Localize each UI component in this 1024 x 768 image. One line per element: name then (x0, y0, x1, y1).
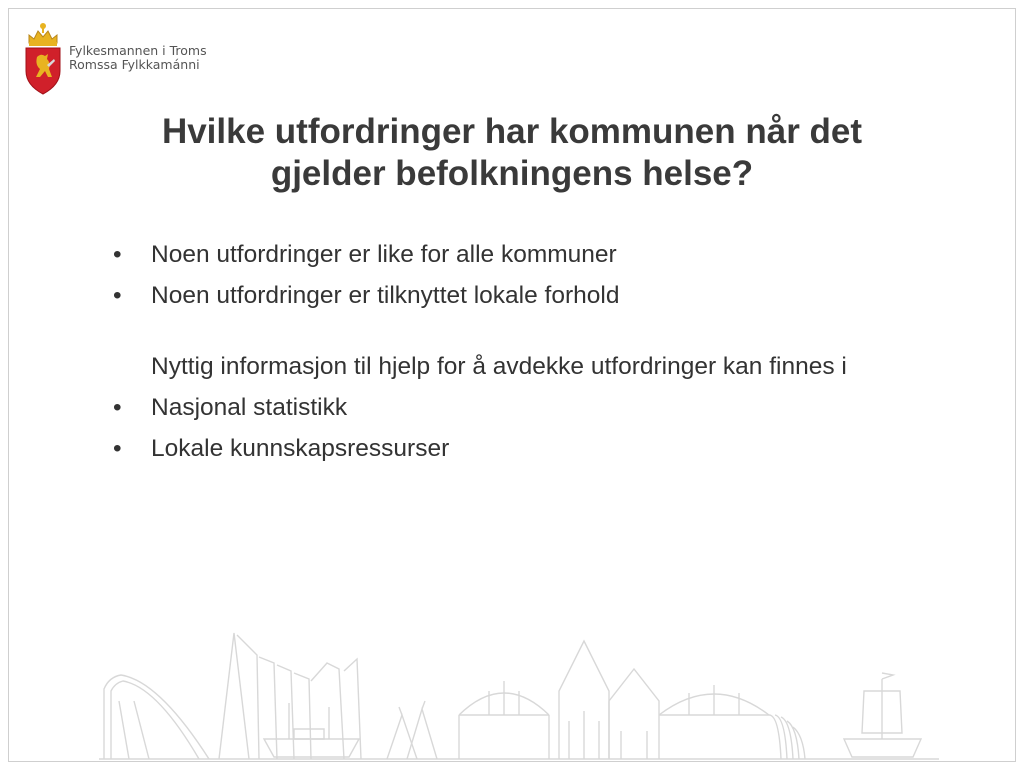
slide-title (9, 111, 1015, 195)
bullet-marker: • (113, 282, 122, 309)
bullet-text: Noen utfordringer er tilknyttet lokale forhold (151, 282, 620, 309)
bullet-marker: • (113, 435, 122, 462)
coat-of-arms-icon (23, 21, 63, 95)
body-paragraph: Nyttig informasjon til hjelp for å avdekke utfordringer kan finnes i (151, 353, 847, 380)
bullet-item (109, 239, 889, 270)
bullet-item (109, 433, 889, 464)
bullet-item (109, 280, 889, 311)
bullet-marker: • (113, 394, 122, 421)
bullet-text: Lokale kunnskapsressurser (151, 435, 450, 462)
bullet-text: Nasjonal statistikk (151, 394, 348, 421)
bullet-item (109, 392, 889, 423)
organization-name-norwegian: Fylkesmannen i Troms (69, 43, 207, 58)
city-skyline-illustration (9, 611, 1015, 761)
slide (8, 8, 1016, 762)
organization-name (69, 44, 207, 72)
organization-logo (23, 21, 207, 95)
organization-name-sami: Romssa Fylkkamánni (69, 57, 200, 72)
slide-title-line-2: gjelder befolkningens helse? (270, 154, 754, 193)
bullet-marker: • (113, 241, 122, 268)
slide-title-line-1: Hvilke utfordringer har kommunen når det (161, 112, 863, 151)
slide-body (109, 239, 889, 474)
bullet-text: Noen utfordringer er like for alle kommuner (151, 241, 617, 268)
